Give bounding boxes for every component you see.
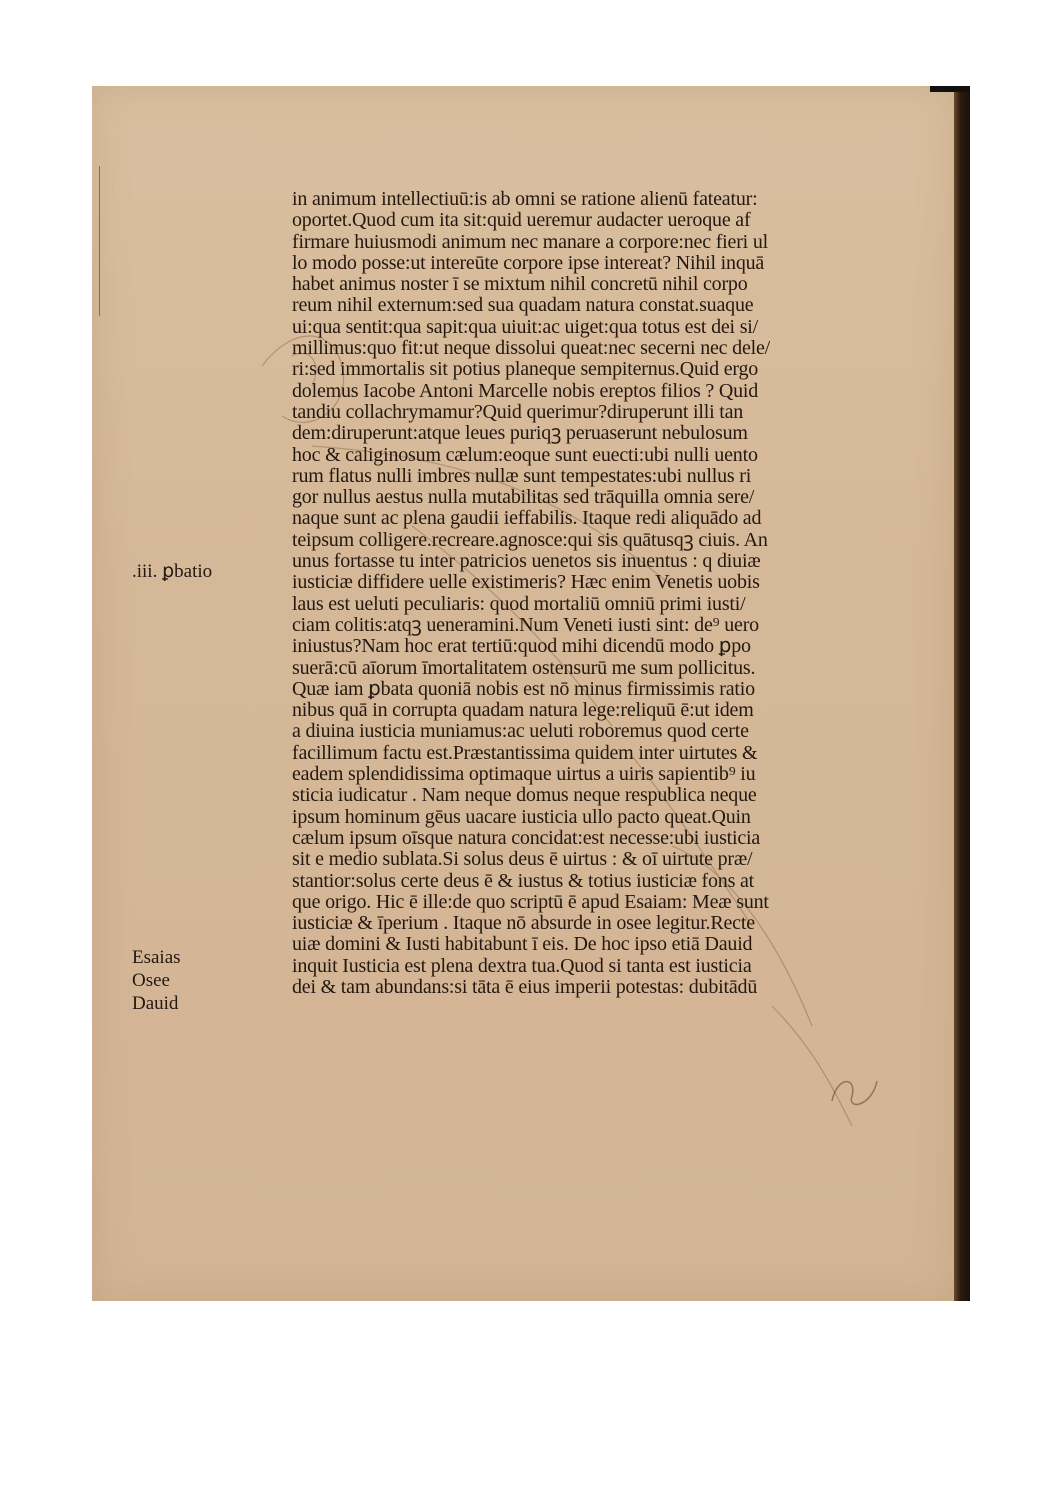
text-line: teipsum colligere.recreare.agnosce:qui sis quātusqꝫ ciuis. An [292,528,768,551]
text-line: sit e medio sublata.Si solus deus ē uirtus : & oī uirtute præ/ [292,848,753,871]
text-line: nibus quā in corrupta quadam natura lege:reliquū ē:ut idem [292,699,754,722]
text-line: inquit Iusticia est plena dextra tua.Quod si tanta est iusticia [292,954,752,977]
ink-flourish [827,1071,887,1111]
marginal-name: Dauid [132,993,179,1014]
scanned-page [92,86,970,1301]
text-line: naque sunt ac plena gaudii ieffabilis. Itaque redi aliquādo ad [292,507,762,530]
text-line: in animum intellectiuū:is ab omni se ratione alienū fateatur: [292,188,758,210]
main-text-block [292,189,892,998]
marginal-note-probatio: .iii. ꝑbatio [132,561,213,582]
text-line: iniustus?Nam hoc erat tertiū:quod mihi dicendū modo ꝑpo [292,635,751,658]
text-line: iusticiæ diffidere uelle existimeris? Hæc enim Venetis uobis [292,571,760,594]
text-line: suerā:cū aīorum īmortalitatem ostensurū me sum pollicitus. [292,656,756,679]
text-line: a diuina iusticia muniamus:ac ueluti roboremus quod certe [292,720,749,743]
marginal-name: Esaias [132,947,181,968]
text-line: ipsum hominum gēus uacare iusticia ullo pacto queat.Quin [292,805,751,828]
text-line: eadem splendidissima optimaque uirtus a uiris sapientib⁹ iu [292,763,756,786]
book-edge-top [930,86,970,92]
text-line: rum flatus nulli imbres nullæ sunt tempestates:ubi nullus ri [292,464,752,487]
text-line: tandiu collachrymamur?Quid querimur?diruperunt illi tan [292,400,744,423]
text-line: ri:sed immortalis sit potius planeque sempiternus.Quid ergo [292,358,759,381]
text-line: sticia iudicatur . Nam neque domus neque respublica neque [292,784,757,807]
text-line: dolemus Iacobe Antoni Marcelle nobis ereptos filios ? Quid [292,379,759,402]
text-line: ciam colitis:atqꝫ ueneramini.Num Veneti iusti sint: de⁹ uero [292,613,759,636]
text-line: gor nullus aestus nulla mutabilitas sed trāquilla omnia sere/ [292,486,755,509]
marginal-note-names [132,946,181,1015]
text-line: uiæ domini & Iusti habitabunt ī eis. De hoc ipso etiā Dauid [292,933,753,956]
text-line: ui:qua sentit:qua sapit:qua uiuit:ac uiget:qua totus est dei si/ [292,315,759,338]
text-line: iusticiæ & īperium . Itaque nō absurde in osee legitur.Recte [292,912,755,935]
text-line: dem:diruperunt:atque leues puriqꝫ peruaserunt nebulosum [292,422,748,445]
text-line: unus fortasse tu inter patricios uenetos sis inuentus : q diuiæ [292,550,761,573]
text-line: facillimum factu est.Præstantissima quidem inter uirtutes & [292,741,758,764]
book-edge [954,86,970,1301]
text-line: laus est ueluti peculiaris: quod mortaliū omniū primi iusti/ [292,592,746,615]
text-line: habet animus noster ī se mixtum nihil concretū nihil corpo [292,273,748,296]
text-line: dei & tam abundans:si tāta ē eius imperii potestas: dubitādū [292,975,758,998]
text-line: firmare huiusmodi animum nec manare a corpore:nec fieri ul [292,230,768,253]
text-line: stantior:solus certe deus ē & iustus & totius iusticiæ fons at [292,869,755,892]
text-line: hoc & caliginosum cælum:eoque sunt euecti:ubi nulli uento [292,443,758,466]
text-line: reum nihil externum:sed sua quadam natura constat.suaque [292,294,754,317]
text-line: lo modo posse:ut intereūte corpore ipse intereat? Nihil inquā [292,251,765,274]
text-line: millimus:quo fit:ut neque dissolui queat:nec secerni nec dele/ [292,337,771,360]
text-line: Quæ iam ꝑbata quoniā nobis est nō minus firmissimis ratio [292,677,755,700]
text-line: oportet.Quod cum ita sit:quid ueremur audacter ueroque af [292,209,751,232]
binding-marks [99,166,104,316]
marginal-name: Osee [132,970,170,991]
text-line: que origo. Hic ē ille:de quo scriptū ē apud Esaiam: Meæ sunt [292,890,769,913]
text-line: cælum ipsum oīsque natura concidat:est necesse:ubi iusticia [292,826,761,849]
